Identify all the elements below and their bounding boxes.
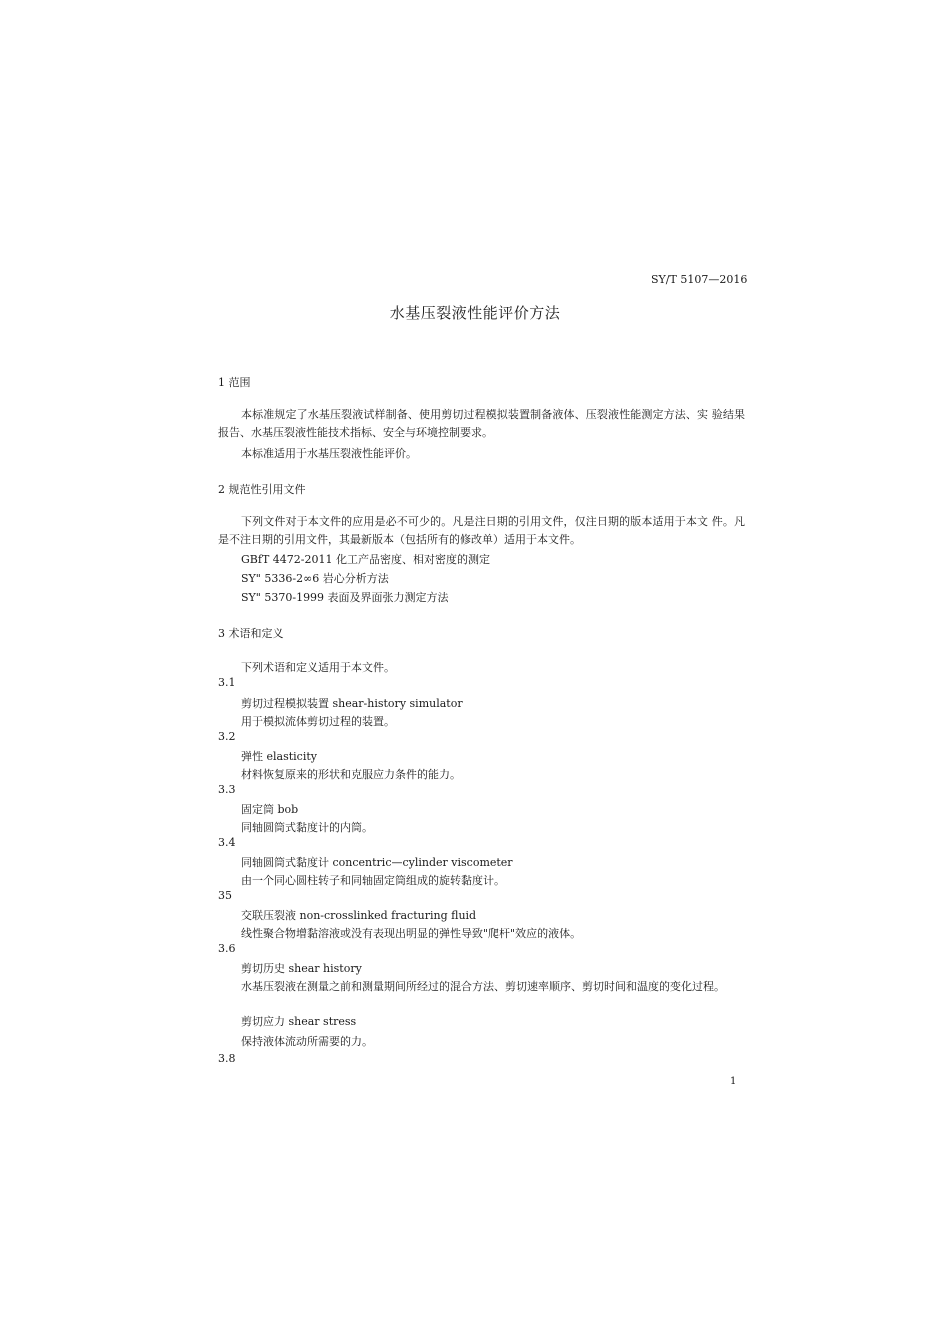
term-name: 剪切历史 shear history bbox=[241, 962, 362, 975]
section-1-paragraph-2: 本标准适用于水基压裂液性能评价。 bbox=[241, 447, 417, 460]
term-name: 剪切过程模拟装置 shear-history simulator bbox=[241, 697, 463, 710]
term-definition: 同轴圆筒式黏度计的内筒。 bbox=[241, 821, 373, 834]
term-name: 弹性 elasticity bbox=[241, 750, 317, 763]
term-number: 35 bbox=[218, 889, 232, 902]
section-3-heading: 3 术语和定义 bbox=[218, 627, 284, 640]
term-definition: 由一个同心圆柱转子和同轴固定筒组成的旋转黏度计。 bbox=[241, 874, 505, 887]
section-2-paragraph-1: 下列文件对于本文件的应用是必不可少的。凡是注日期的引用文件，仅注日期的版本适用于本文 件。凡是不注日期的引用文件，其最新版本（包括所有的修改单）适用于本文件。 bbox=[218, 515, 745, 546]
term-number: 3.8 bbox=[218, 1052, 236, 1065]
reference-item: SY" 5370-1999 表面及界面张力测定方法 bbox=[241, 591, 449, 604]
section-1-heading: 1 范围 bbox=[218, 376, 251, 389]
term-number: 3.1 bbox=[218, 676, 236, 689]
term-number: 3.4 bbox=[218, 836, 236, 849]
term-name: 交联压裂液 non-crosslinked fracturing fluid bbox=[241, 909, 477, 922]
term-name: 固定筒 bob bbox=[241, 803, 299, 816]
page-number: 1 bbox=[730, 1076, 737, 1087]
section-2-heading: 2 规范性引用文件 bbox=[218, 483, 306, 496]
section-1-paragraph-1: 本标准规定了水基压裂液试样制备、使用剪切过程模拟装置制备液体、压裂液性能测定方法、实 验结果报告、水基压裂液性能技术指标、安全与环境控制要求。 bbox=[218, 408, 745, 439]
term-definition: 用于模拟流体剪切过程的装置。 bbox=[241, 715, 395, 728]
term-number: 3.6 bbox=[218, 942, 236, 955]
term-name: 同轴圆筒式黏度计 concentric—cylinder viscometer bbox=[241, 856, 513, 869]
term-number: 3.2 bbox=[218, 730, 236, 743]
document-title: 水基压裂液性能评价方法 bbox=[389, 304, 561, 322]
term-number: 3.3 bbox=[218, 783, 236, 796]
term-definition: 材料恢复原来的形状和克服应力条件的能力。 bbox=[241, 768, 461, 781]
standard-number: SY/T 5107—2016 bbox=[651, 273, 748, 286]
term-definition: 水基压裂液在测量之前和测量期间所经过的混合方法、剪切速率顺序、剪切时间和温度的变化过程。 bbox=[241, 980, 725, 993]
term-name: 剪切应力 shear stress bbox=[241, 1015, 357, 1028]
term-definition: 保持液体流动所需要的力。 bbox=[241, 1035, 373, 1048]
reference-item: SY" 5336-2∞6 岩心分析方法 bbox=[241, 572, 389, 585]
section-3-intro: 下列术语和定义适用于本文件。 bbox=[241, 661, 395, 674]
reference-item: GBfT 4472-2011 化工产品密度、相对密度的测定 bbox=[241, 553, 490, 566]
term-definition: 线性聚合物增黏溶液或没有表现出明显的弹性导致"爬杆"效应的液体。 bbox=[241, 927, 582, 940]
